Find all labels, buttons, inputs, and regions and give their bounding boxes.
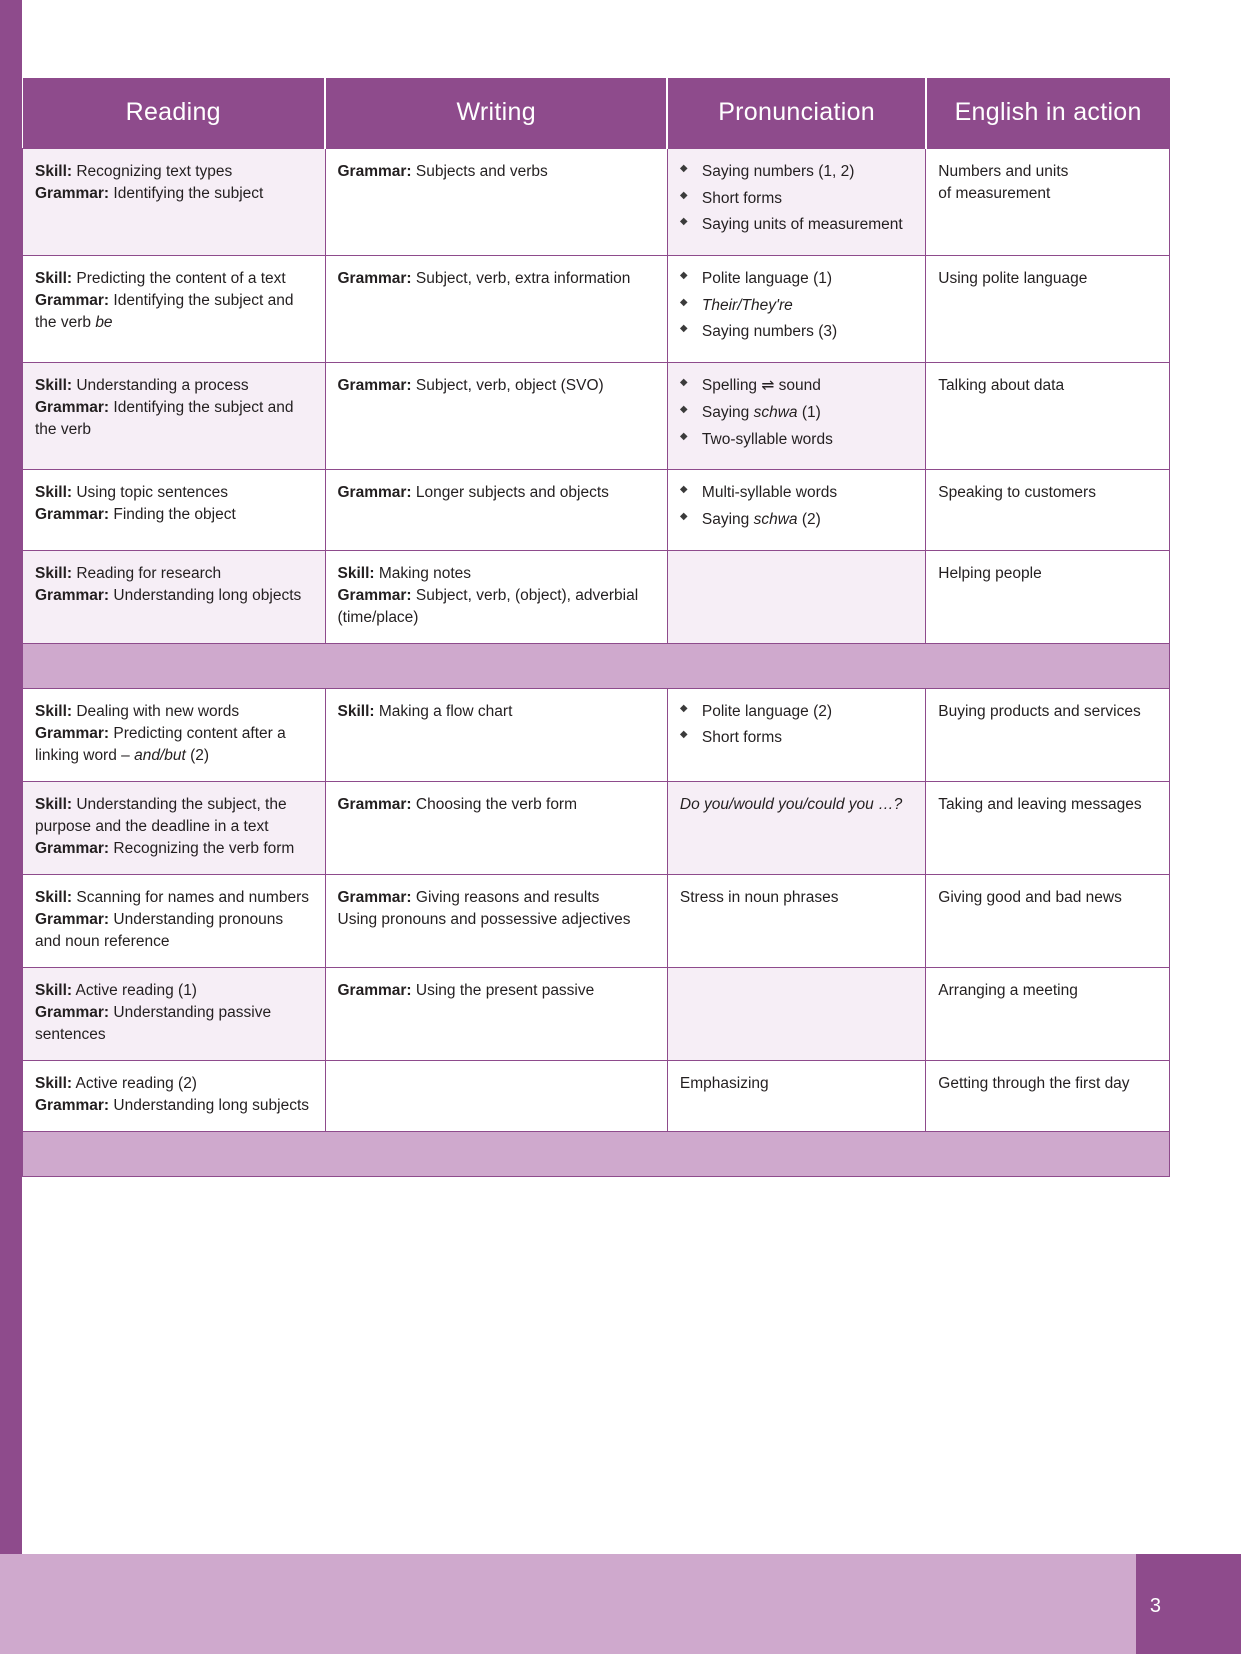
cell-reading — [23, 149, 326, 256]
cell-line: Grammar: Subjects and verbs — [337, 163, 548, 180]
cell-label: Skill: — [35, 484, 73, 502]
cell-line: Grammar: Identifying the subject and the verb be — [35, 292, 294, 332]
cell-english-in-action — [926, 781, 1170, 874]
cell-label: Skill: — [35, 795, 73, 813]
cell-line: Grammar: Identifying the subject — [35, 185, 264, 202]
cell-line: Skill: Using topic sentences — [35, 484, 228, 502]
table-row — [23, 874, 1170, 967]
table-row — [23, 470, 1170, 550]
cell-label: Skill: — [35, 888, 73, 906]
cell-reading — [23, 363, 326, 470]
cell-line: Speaking to customers — [938, 484, 1096, 502]
cell-line: Grammar: Understanding long subjects — [35, 1096, 309, 1114]
bullet-list — [680, 375, 913, 450]
table-row — [23, 149, 1170, 256]
cell-line: Numbers and units — [938, 163, 1069, 180]
cell-line: Grammar: Identifying the subject and the verb — [35, 399, 294, 439]
cell-line: Skill: Active reading (2) — [35, 1074, 197, 1092]
cell-line: Using polite language — [938, 270, 1088, 288]
bullet-list — [680, 482, 913, 530]
bullet-item: ◆ Saying units of measurement — [680, 214, 913, 236]
cell-writing — [325, 1060, 667, 1131]
cell-line: Arranging a meeting — [938, 981, 1078, 999]
cell-label: Grammar: — [337, 888, 412, 906]
cell-reading — [23, 781, 326, 874]
cell-reading — [23, 1060, 326, 1131]
table-row — [23, 550, 1170, 643]
cell-line: Grammar: Choosing the verb form — [337, 795, 578, 813]
cell-reading — [23, 688, 326, 781]
cell-english-in-action — [926, 550, 1170, 643]
bullet-item: ◆ Polite language (1) — [680, 268, 913, 290]
cell-label: Skill: — [35, 377, 73, 395]
cell-reading — [23, 256, 326, 363]
table-row — [23, 967, 1170, 1060]
bullet-item: ◆ Polite language (2) — [680, 701, 913, 723]
bullet-item: ◆ Short forms — [680, 727, 913, 749]
cell-line: Skill: Active reading (1) — [35, 981, 197, 999]
column-header-reading: Reading — [23, 78, 326, 149]
cell-label: Skill: — [35, 163, 73, 180]
cell-pronunciation — [667, 470, 925, 550]
bullet-item: ◆ Their/They're — [680, 295, 913, 317]
cell-label: Grammar: — [337, 377, 412, 395]
cell-reading — [23, 967, 326, 1060]
bullet-item: ◆ Saying numbers (1, 2) — [680, 161, 913, 183]
cell-pronunciation — [667, 363, 925, 470]
cell-italic: be — [95, 314, 113, 332]
cell-pronunciation — [667, 688, 925, 781]
cell-line: Skill: Dealing with new words — [35, 702, 240, 720]
cell-label: Grammar: — [337, 586, 412, 604]
bullet-list — [680, 701, 913, 749]
bullet-item: ◆ Multi-syllable words — [680, 482, 913, 504]
cell-line: Grammar: Giving reasons and results — [337, 888, 600, 906]
cell-line: Skill: Understanding a process — [35, 377, 249, 395]
cell-label: Grammar: — [35, 506, 110, 524]
section-divider-band — [23, 643, 1170, 688]
cell-label: Grammar: — [337, 163, 412, 180]
cell-label: Grammar: — [35, 1096, 110, 1114]
cell-line: Giving good and bad news — [938, 888, 1122, 906]
cell-line: Skill: Reading for research — [35, 564, 222, 582]
cell-line: Stress in noun phrases — [679, 888, 839, 906]
cell-pronunciation — [667, 1060, 925, 1131]
cell-pronunciation — [667, 874, 925, 967]
cell-english-in-action — [926, 363, 1170, 470]
cell-line: Grammar: Longer subjects and objects — [337, 484, 609, 502]
cell-label: Skill: — [35, 270, 73, 288]
cell-english-in-action — [926, 1060, 1170, 1131]
cell-writing — [325, 550, 667, 643]
cell-line: Grammar: Using the present passive — [337, 981, 595, 999]
column-header-english-in-action: English in action — [926, 78, 1170, 149]
cell-label: Skill: — [337, 702, 375, 720]
cell-line: Talking about data — [938, 377, 1065, 395]
cell-line: Using pronouns and possessive adjectives — [337, 910, 631, 928]
cell-line: Skill: Understanding the subject, the purpose and the deadline in a text — [35, 795, 287, 835]
cell-label: Skill: — [35, 1074, 73, 1092]
cell-english-in-action — [926, 967, 1170, 1060]
cell-label: Grammar: — [35, 586, 110, 604]
column-header-writing: Writing — [325, 78, 667, 149]
cell-line: Grammar: Subject, verb, extra information — [337, 270, 631, 288]
syllabus-table — [22, 78, 1170, 1177]
bullet-item: ◆ Saying schwa (2) — [680, 509, 913, 531]
cell-italic: and/but — [134, 746, 186, 764]
bullet-item: ◆ Two-syllable words — [680, 429, 913, 451]
cell-writing — [325, 256, 667, 363]
table-row — [23, 781, 1170, 874]
cell-english-in-action — [926, 470, 1170, 550]
cell-writing — [325, 363, 667, 470]
cell-line: Emphasizing — [679, 1074, 769, 1092]
cell-label: Skill: — [35, 981, 73, 999]
cell-pronunciation — [667, 149, 925, 256]
cell-label: Grammar: — [337, 795, 412, 813]
bullet-item: ◆ Short forms — [680, 188, 913, 210]
cell-line: Skill: Making a flow chart — [337, 702, 513, 720]
cell-writing — [325, 470, 667, 550]
cell-label: Grammar: — [35, 724, 110, 742]
cell-english-in-action — [926, 874, 1170, 967]
cell-line: Grammar: Subject, verb, object (SVO) — [337, 377, 604, 395]
table-body — [23, 149, 1170, 1177]
cell-writing — [325, 967, 667, 1060]
section-divider-band — [23, 1131, 1170, 1176]
table-row — [23, 363, 1170, 470]
bullet-item: ◆ Spelling ⇌ sound — [680, 375, 913, 397]
cell-reading — [23, 874, 326, 967]
page-spine — [0, 0, 22, 1554]
footer-bar — [0, 1554, 1241, 1654]
cell-line: Do you/would you/could you …? — [679, 795, 903, 813]
cell-line: Taking and leaving messages — [938, 795, 1142, 813]
bullet-list — [680, 268, 913, 343]
cell-line: Getting through the first day — [938, 1074, 1130, 1092]
cell-label: Grammar: — [35, 1003, 110, 1021]
bullet-item: ◆ Saying schwa (1) — [680, 402, 913, 424]
cell-writing — [325, 781, 667, 874]
cell-line: Buying products and services — [938, 702, 1141, 720]
table-header — [23, 78, 1170, 149]
bullet-item: ◆ Saying numbers (3) — [680, 321, 913, 343]
cell-label: Grammar: — [35, 399, 110, 417]
cell-reading — [23, 470, 326, 550]
cell-line: Grammar: Understanding long objects — [35, 586, 302, 604]
cell-line: Grammar: Understanding pronouns and noun reference — [35, 910, 284, 950]
cell-line: Grammar: Predicting content after a linking word – and/but (2) — [35, 724, 286, 764]
cell-label: Grammar: — [337, 981, 412, 999]
cell-pronunciation — [667, 256, 925, 363]
cell-label: Grammar: — [337, 484, 412, 502]
cell-label: Grammar: — [35, 839, 110, 857]
cell-line: Skill: Scanning for names and numbers — [35, 888, 309, 906]
syllabus-page — [22, 78, 1170, 1177]
cell-reading — [23, 550, 326, 643]
table-row — [23, 1060, 1170, 1131]
cell-line: Skill: Making notes — [337, 564, 472, 582]
cell-pronunciation — [667, 781, 925, 874]
cell-line: Skill: Recognizing text types — [35, 163, 233, 180]
bullet-list — [680, 161, 913, 236]
cell-label: Grammar: — [35, 292, 110, 310]
cell-label: Skill: — [35, 702, 73, 720]
cell-english-in-action — [926, 256, 1170, 363]
cell-line: Grammar: Understanding passive sentences — [35, 1003, 272, 1043]
cell-pronunciation — [667, 967, 925, 1060]
cell-line: Grammar: Finding the object — [35, 506, 236, 524]
section-divider-cell — [23, 1131, 1170, 1176]
cell-english-in-action — [926, 149, 1170, 256]
table-row — [23, 256, 1170, 363]
cell-label: Skill: — [337, 564, 375, 582]
cell-writing — [325, 149, 667, 256]
cell-label: Skill: — [35, 564, 73, 582]
cell-english-in-action — [926, 688, 1170, 781]
cell-line: Helping people — [938, 564, 1042, 582]
cell-writing — [325, 688, 667, 781]
cell-label: Grammar: — [337, 270, 412, 288]
cell-label: Grammar: — [35, 185, 110, 202]
cell-line: Skill: Predicting the content of a text — [35, 270, 286, 288]
column-header-pronunciation: Pronunciation — [667, 78, 925, 149]
table-row — [23, 688, 1170, 781]
cell-line: Grammar: Recognizing the verb form — [35, 839, 295, 857]
cell-line: Grammar: Subject, verb, (object), adverbial (time/place) — [337, 586, 639, 626]
cell-label: Grammar: — [35, 910, 110, 928]
cell-writing — [325, 874, 667, 967]
cell-pronunciation — [667, 550, 925, 643]
cell-line: of measurement — [938, 185, 1051, 202]
page-number: 3 — [1149, 1595, 1161, 1617]
section-divider-cell — [23, 643, 1170, 688]
